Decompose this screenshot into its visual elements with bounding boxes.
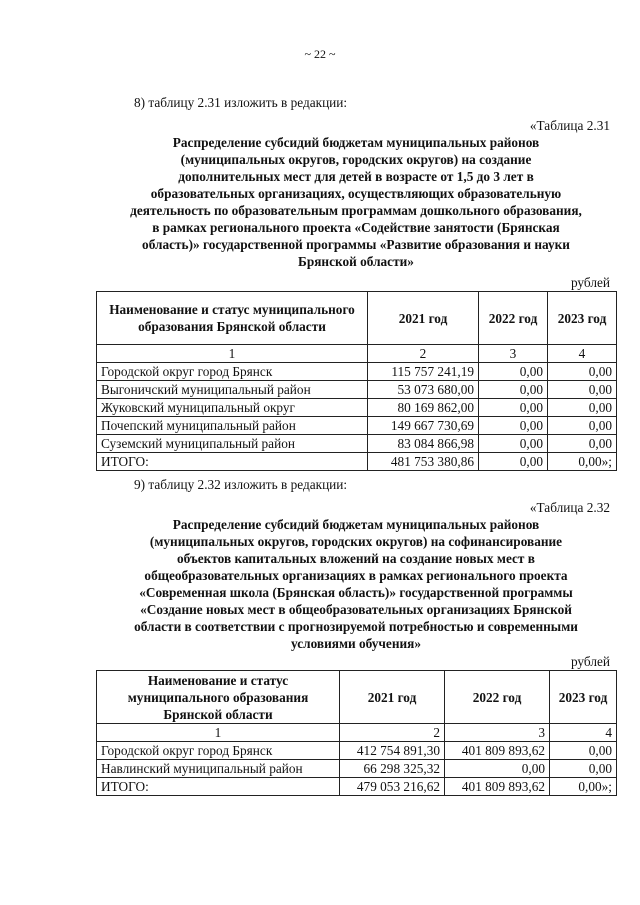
header-2021: 2021 год [340, 671, 445, 724]
table-row: Жуковский муниципальный округ 80 169 862,00 0,00 0,00 [97, 399, 617, 417]
table-caption-2-32: Распределение субсидий бюджетам муниципальных районов (муниципальных округов, городских округов) на софинансирование объектов капитальных вложений на создание новых мест в общеобразовательных организациях в рамках регионального проекта «Современная школа (Брянская область)» государственной программы «Создание новых мест в общеобразовательных организациях Брянской области в соответствии с прогнозируемой потребностью и современными условиями обучения» [134, 517, 578, 651]
column-number-row: 1 2 3 4 [97, 345, 617, 363]
table-total-row: ИТОГО: 479 053 216,62 401 809 893,62 0,00»; [97, 778, 617, 796]
table-total-row: ИТОГО: 481 753 380,86 0,00 0,00»; [97, 453, 617, 471]
amendment-item-9: 9) таблицу 2.32 изложить в редакции: [134, 477, 348, 492]
table-header-row [97, 671, 617, 724]
table-reference-2-31: «Таблица 2.31 [529, 118, 610, 133]
table-reference-2-32: «Таблица 2.32 [529, 500, 610, 515]
header-name: Наименование и статус муниципального образования Брянской области [97, 292, 368, 345]
table-2-31 [96, 291, 617, 471]
header-2022: 2022 год [479, 292, 548, 345]
table-row: Выгоничский муниципальный район 53 073 680,00 0,00 0,00 [97, 381, 617, 399]
table-caption-2-31: Распределение субсидий бюджетам муниципальных районов (муниципальных округов, городских округов) на создание дополнительных мест для детей в возрасте от 1,5 до 3 лет в образовательных организациях, осуществляющих образовательную деятельность по образовательным программам дошкольного образования, в рамках регионального проекта «Содействие занятости (Брянская область)» государственной программы «Развитие образования и науки Брянской области» [130, 135, 582, 269]
column-number-row: 1 2 3 4 [97, 724, 617, 742]
amendment-item-8: 8) таблицу 2.31 изложить в редакции: [134, 95, 348, 110]
table-row: Городской округ город Брянск 115 757 241,19 0,00 0,00 [97, 363, 617, 381]
table-header-row [97, 292, 617, 345]
table-2-32 [96, 670, 617, 796]
header-2023: 2023 год [548, 292, 617, 345]
page-number: ~ 22 ~ [304, 47, 336, 61]
table-row: Навлинский муниципальный район 66 298 325,32 0,00 0,00 [97, 760, 617, 778]
table-row: Городской округ город Брянск 412 754 891,30 401 809 893,62 0,00 [97, 742, 617, 760]
header-2021: 2021 год [368, 292, 479, 345]
header-2022: 2022 год [445, 671, 550, 724]
table-row: Почепский муниципальный район 149 667 730,69 0,00 0,00 [97, 417, 617, 435]
header-2023: 2023 год [550, 671, 617, 724]
header-name: Наименование и статус муниципального образования Брянской области [97, 671, 340, 724]
unit-label: рублей [570, 654, 610, 669]
table-row: Суземский муниципальный район 83 084 866,98 0,00 0,00 [97, 435, 617, 453]
unit-label: рублей [570, 275, 610, 290]
